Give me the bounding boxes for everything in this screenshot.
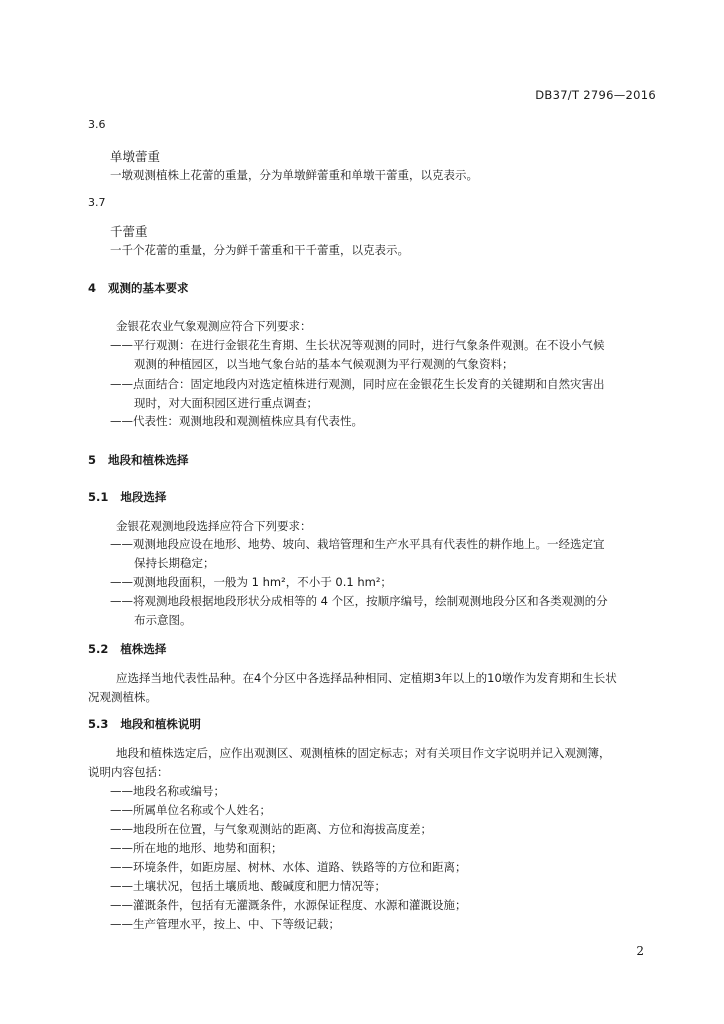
- section-title: 植株选择: [120, 642, 167, 656]
- section-heading-5-3: [88, 716, 201, 732]
- list-item-continuation: 布示意图。: [134, 613, 192, 627]
- section-number: 5: [88, 453, 97, 467]
- list-item: ——生产管理水平，按上、中、下等级记载；: [110, 917, 340, 931]
- section-heading-5-1: [88, 489, 166, 505]
- paragraph-continuation: 说明内容包括：: [88, 765, 169, 779]
- list-item: ——地段所在位置，与气象观测站的距离、方位和海拔高度差；: [110, 822, 432, 836]
- section-title: 地段和植株选择: [108, 453, 189, 467]
- clause-number-3-7: 3.7: [88, 196, 106, 209]
- list-item: ——地段名称或编号；: [110, 784, 225, 798]
- section-number: 5.2: [88, 642, 109, 656]
- list-item: ——观测地段面积，一般为 1 hm²，不小于 0.1 hm²；: [110, 575, 392, 589]
- term-title-3-6: 单墩蕾重: [110, 149, 161, 164]
- list-item: ——点面结合：固定地段内对选定植株进行观测，同时应在金银花生长发育的关键期和自然灾害出: [110, 377, 605, 391]
- paragraph: 地段和植株选定后，应作出观测区、观测植株的固定标志；对有关项目作文字说明并记入观测簿，: [116, 746, 611, 760]
- term-definition-3-7: 一千个花蕾的重量，分为鲜千蕾重和干千蕾重，以克表示。: [110, 243, 409, 257]
- term-definition-3-6: 一墩观测植株上花蕾的重量，分为单墩鲜蕾重和单墩干蕾重，以克表示。: [110, 168, 478, 182]
- list-item-continuation: 现时，对大面积园区进行重点调查；: [134, 396, 318, 410]
- list-item: ——所属单位名称或个人姓名；: [110, 803, 271, 817]
- list-item: ——所在地的地形、地势和面积；: [110, 841, 283, 855]
- paragraph: 应选择当地代表性品种。在4个分区中各选择品种相同、定植期3年以上的10墩作为发育期和生长状: [116, 671, 617, 685]
- section-number: 4: [88, 281, 97, 295]
- section-heading-4: [88, 280, 189, 296]
- section-heading-5: [88, 452, 189, 468]
- term-title-3-7: 千蕾重: [110, 224, 148, 239]
- list-item-continuation: 保持长期稳定；: [134, 556, 215, 570]
- paragraph: 金银花农业气象观测应符合下列要求：: [116, 319, 312, 333]
- section-title: 观测的基本要求: [108, 281, 189, 295]
- section-title: 地段和植株说明: [120, 717, 201, 731]
- list-item: ——灌溉条件，包括有无灌溉条件，水源保证程度、水源和灌溉设施；: [110, 898, 467, 912]
- list-item: ——环境条件，如距房屋、树林、水体、道路、铁路等的方位和距离；: [110, 860, 467, 874]
- list-item: ——将观测地段根据地段形状分成相等的 4 个区，按顺序编号，绘制观测地段分区和各类观测的分: [110, 594, 608, 608]
- list-item-continuation: 观测的种植园区，以当地气象台站的基本气候观测为平行观测的气象资料；: [134, 357, 514, 371]
- document-code: DB37/T 2796—2016: [535, 88, 656, 102]
- list-item: ——平行观测：在进行金银花生育期、生长状况等观测的同时，进行气象条件观测。在不设小气候: [110, 338, 605, 352]
- section-title: 地段选择: [120, 490, 167, 504]
- section-number: 5.3: [88, 717, 109, 731]
- paragraph-continuation: 况观测植株。: [88, 690, 157, 704]
- list-item: ——土壤状况，包括土壤质地、酸碱度和肥力情况等；: [110, 879, 386, 893]
- section-heading-5-2: [88, 641, 166, 657]
- list-item: ——代表性：观测地段和观测植株应具有代表性。: [110, 414, 363, 428]
- clause-number-3-6: 3.6: [88, 118, 106, 131]
- paragraph: 金银花观测地段选择应符合下列要求：: [116, 519, 312, 533]
- list-item: ——观测地段应设在地形、地势、坡向、栽培管理和生产水平具有代表性的耕作地上。一经选定宜: [110, 537, 605, 551]
- page-number: 2: [636, 944, 644, 958]
- section-number: 5.1: [88, 490, 109, 504]
